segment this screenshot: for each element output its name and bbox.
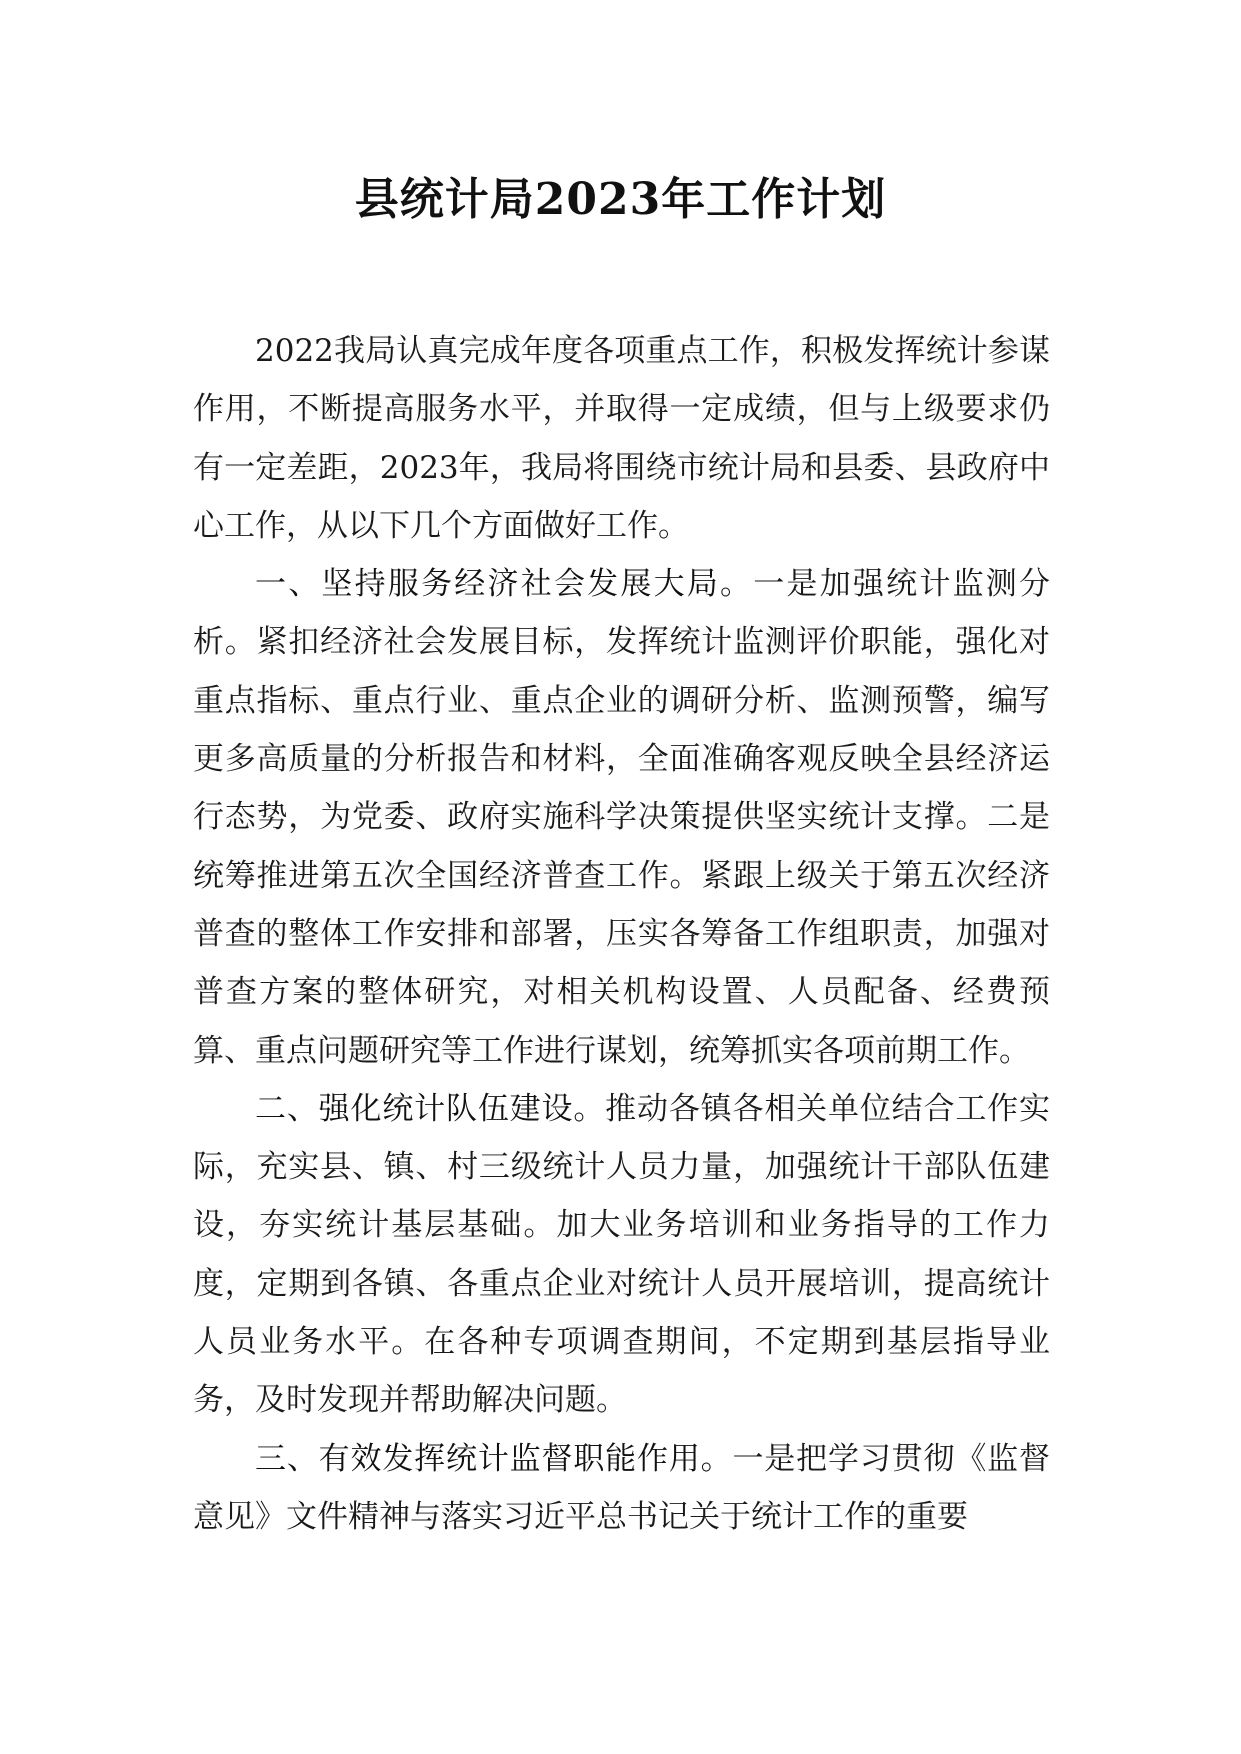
document-title: 县统计局2023年工作计划 xyxy=(354,174,887,225)
paragraph-text: 一是把学习贯彻《监督意见》文件精神与落实习近平总书记关于统计工作的重要 xyxy=(193,1440,1050,1535)
paragraph-section-1 xyxy=(193,555,1050,1080)
section-heading-2: 二、强化统计队伍建设。 xyxy=(255,1090,606,1127)
section-heading-1: 一、坚持服务经济社会发展大局。 xyxy=(255,566,754,603)
paragraph-section-3 xyxy=(193,1430,1050,1547)
paragraph-intro xyxy=(193,322,1050,555)
paragraph-text: 推动各镇各相关单位结合工作实际，充实县、镇、村三级统计人员力量，加强统计干部队伍建设，夯实统计基层基础。加大业务培训和业务指导的工作力度，定期到各镇、各重点企业对统计人员开展培训，提高统计人员业务水平。在各种专项调查期间，不定期到基层指导业务，及时发现并帮助解决问题。 xyxy=(193,1090,1051,1419)
section-heading-3: 三、有效发挥统计监督职能作用。 xyxy=(255,1440,733,1477)
paragraph-text: 2022我局认真完成年度各项重点工作，积极发挥统计参谋作用，不断提高服务水平，并取得一定成绩，但与上级要求仍有一定差距，2023年，我局将围绕市统计局和县委、县政府中心工作，从以下几个方面做好工作。 xyxy=(193,333,1050,544)
document-body xyxy=(193,322,1050,1546)
paragraph-section-2 xyxy=(193,1080,1050,1430)
paragraph-text: 一是加强统计监测分析。紧扣经济社会发展目标，发挥统计监测评价职能，强化对重点指标、重点行业、重点企业的调研分析、监测预警，编写更多高质量的分析报告和材料，全面准确客观反映全县经济运行态势，为党委、政府实施科学决策提供坚实统计支撑。二是统筹推进第五次全国经济普查工作。紧跟上级关于第五次经济普查的整体工作安排和部署，压实各筹备工作组职责，加强对普查方案的整体研究，对相关机构设置、人员配备、经费预算、重点问题研究等工作进行谋划，统筹抓实各项前期工作。 xyxy=(193,566,1051,1069)
